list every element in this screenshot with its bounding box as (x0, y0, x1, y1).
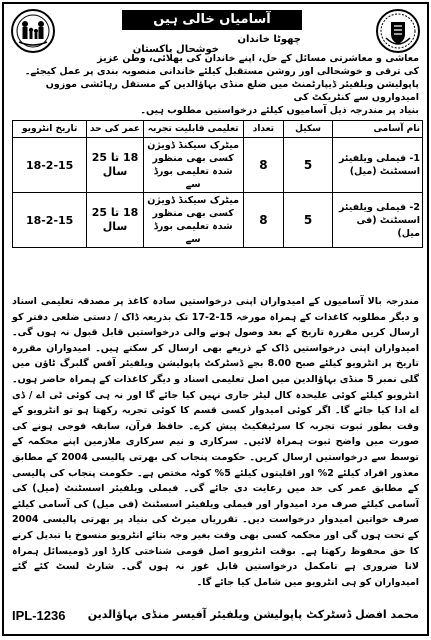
age-limit-cell: 18 تا 25 سال (87, 193, 143, 248)
post-name-cell: 1- فیملی ویلفیئر اسسٹنٹ (میل) (332, 138, 422, 193)
instructions-text (12, 294, 419, 590)
qualification-cell: میٹرک سیکنڈ ڈویژن کسی بھی منظور شدہ تعلیمی بورڈ سے (143, 138, 243, 193)
footer (12, 606, 419, 628)
count-cell: 8 (243, 138, 284, 193)
post-name-cell: 2- فیملی ویلفیئر اسسٹنٹ (فی میل) (332, 193, 422, 248)
family-logo-icon (10, 8, 56, 54)
header-count: تعداد (243, 121, 284, 138)
table-row (13, 193, 423, 248)
vacancies-table (12, 120, 423, 248)
header-age-limit: عمر کی حد (87, 121, 143, 138)
interview-date-cell: 18-2-15 (13, 193, 87, 248)
intro-line: معاشی و معاشرتی مسائل کے حل، اپنے خاندان کی بھلائی، وطن عزیز (97, 53, 419, 64)
intro-line: کی ترقی و خوشحالی اور روشن مستقبل کیلئے خاندانی منصوبہ بندی پر عمل کیجئے۔ (24, 66, 419, 77)
advertisement-page (2, 2, 429, 636)
scale-cell: 5 (284, 193, 333, 248)
slogan-prosperous-pakistan: خوشحال پاکستان (132, 44, 219, 55)
ipl-number: IPL-1236 (12, 608, 66, 623)
scale-cell: 5 (284, 138, 333, 193)
page-title: آسامیاں خالی ہیں (122, 10, 302, 30)
table-row (13, 138, 423, 193)
intro-text (12, 52, 419, 117)
header-qualification: تعلیمی قابلیت تجربہ (143, 121, 243, 138)
header-interview-date: تاریخ انٹرویو (13, 121, 87, 138)
officer-signature: محمد افضل ڈسٹرکٹ پاپولیشن ویلفیئر آفیسر منڈی بہاؤالدین (87, 608, 419, 621)
count-cell: 8 (243, 193, 284, 248)
slogan-small-family: چھوٹا خاندان (237, 34, 301, 45)
intro-line: بنیاد پر مندرجہ ذیل آسامیوں کیلئے درخواستیں مطلوب ہیں۔ (140, 105, 419, 116)
interview-date-cell: 18-2-15 (13, 138, 87, 193)
age-limit-cell: 18 تا 25 سال (87, 138, 143, 193)
table-header-row (13, 121, 423, 138)
header-post-name: نام آسامی (332, 121, 422, 138)
punjab-government-emblem-icon (375, 8, 421, 54)
intro-line: پاپولیشن ویلفیئر ڈیپارٹمنٹ میں ضلع منڈی بہاؤالدین کے مستقل رہائشی موزوں امیدواروں سے کنٹریکٹ کی (45, 79, 419, 103)
instructions-paragraph: مندرجہ بالا آسامیوں کے امیدواران اپنی درخواستیں سادہ کاغذ پر مصدقہ تعلیمی اسناد و دیگر مطلوبہ کاغذات کے ہمراہ مورخہ 15-2-17 تک بذریعہ ڈاک / دستی ضلعی دفتر کو ارسال کریں مقررہ تاریخ کے بعد وصول ہونے والی درخواستیں قابل قبول نہ ہوں گی۔ امیدواران اپنی درخواستیں ڈاک کے ذریعے بھی ارسال کر سکتے ہیں۔ امیدواران مقررہ تاریخ پر انٹرویو کیلئے صبح 8.00 بجے ڈسٹرکٹ پاپولیشن ویلفیئر آفس گلبرگ ٹاؤن میں گلی نمبر 5 منڈی بہاؤالدین میں اصل تعلیمی اسناد و دیگر کاغذات کے ہمراہ حاضر ہوں۔ انٹرویو کیلئے کوئی علیحدہ کال لیٹر جاری نہیں کیا جائے گا اور نہ ہی کوئی ٹی اے / ڈی اے ادا کیا جائے گا۔ اگر کوئی امیدوار کسی قسم کا کوئی تجربہ رکھتا ہو تو انٹرویو کے وقت بطور ثبوت تجربہ کا سرٹیفکیٹ پیش کرے۔ حافظ قرآن، سابقہ فوجی ہونے کی صورت میں واضح ثبوت ہمراہ لائیں۔ سرکاری و نیم سرکاری ملازمین اپنے محکمہ کے توسط سے درخواستیں ارسال کریں۔ حکومت پنجاب کی بھرتی پالیسی 2004 کے مطابق معذور افراد کیلئے 2% اور اقلیتوں کیلئے 5% کوٹہ مختص ہے۔ حکومت پنجاب کی پالیسی کے مطابق عمر کی حد میں رعایت دی جائے گی۔ فیملی ویلفیئر اسسٹنٹ (میل) کی آسامی کیلئے صرف مرد امیدوار اور فیملی ویلفیئر اسسٹنٹ (فی میل) کی آسامی کیلئے صرف خواتین امیدوار درخواست دیں۔ تقرریاں میرٹ کی بنیاد پر بھرتی پالیسی 2004 کے تحت ہوں گی اور محکمہ کسی بھی وقت بغیر وجہ بتائے انٹرویو منسوخ یا تبدیل کرنے کا حق محفوظ رکھتا ہے۔ بوقت انٹرویو اصل قومی شناختی کارڈ اور ڈومیسائل ہمراہ لانا ضروری ہے نامکمل درخواستیں قابل غور نہ ہوں گی۔ شارٹ لسٹ کئے گئے امیدواران کو ہی انٹرویو میں شامل کیا جائے گا۔ (12, 296, 419, 588)
qualification-cell: میٹرک سیکنڈ ڈویژن کسی بھی منظور شدہ تعلیمی بورڈ سے (143, 193, 243, 248)
header-scale: سکیل (284, 121, 333, 138)
